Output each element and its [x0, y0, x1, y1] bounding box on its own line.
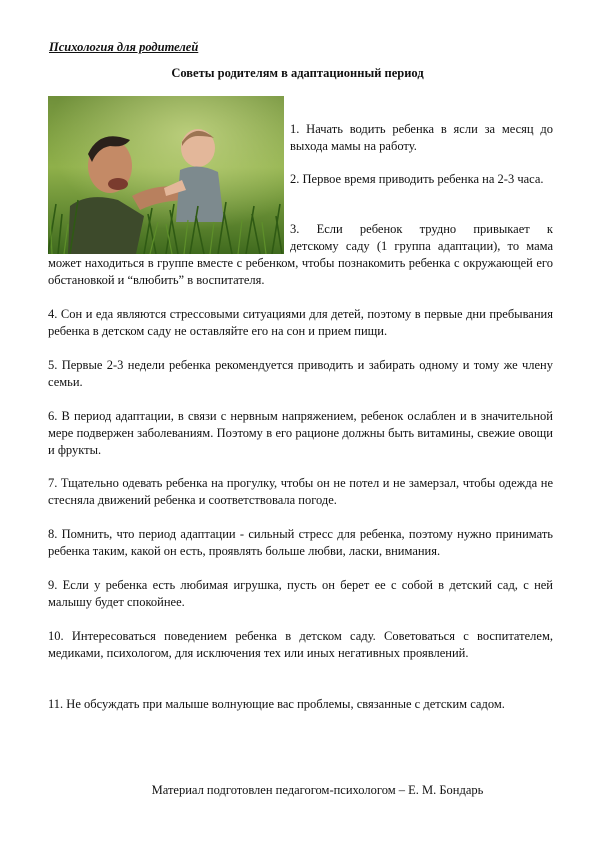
tip-4: 4. Сон и еда являются стрессовыми ситуациями для детей, поэтому в первые дни пребывания ребенка в детском саду не оставляйте его на сон и прием пищи.: [48, 307, 553, 338]
author-credit: Материал подготовлен педагогом-психологом – Е. М. Бондарь: [151, 783, 484, 797]
tip-9: 9. Если у ребенка есть любимая игрушка, пусть он берет ее с собой в детский сад, с ней малышу будет спокойнее.: [48, 578, 553, 609]
tip-3-continued: детскому саду (1 группа адаптации), то мама может находиться в группе вместе с ребенком, чтобы познакомить ребенка с окружающей его обстановкой и “влюбить” в воспитателя.: [48, 239, 553, 287]
father-and-child-photo: [48, 96, 284, 254]
tip-8: 8. Помнить, что период адаптации - сильный стресс для ребенка, поэтому нужно принимать ребенка таким, какой он есть, проявлять больше любви, ласки, внимания.: [48, 527, 553, 558]
tip-7: 7. Тщательно одевать ребенка на прогулку, чтобы он не потел и не замерзал, чтобы одежда не стесняла движений ребенка и соответствовала погоде.: [48, 476, 553, 507]
tip-3-first-line: 3. Если ребенок трудно привыкает к: [290, 222, 553, 236]
tip-6: 6. В период адаптации, в связи с нервным напряжением, ребенок ослаблен и в значительной мере подвержен заболеваниям. Поэтому в его рационе должны быть витамины, свежие овощи и фрукты.: [48, 409, 553, 457]
tip-2: 2. Первое время приводить ребенка на 2-3 часа.: [290, 172, 544, 186]
document-title: Советы родителям в адаптационный период: [171, 66, 424, 80]
tip-1: 1. Начать водить ребенка в ясли за месяц до выхода мамы на работу.: [290, 122, 553, 153]
tip-11: 11. Не обсуждать при малыше волнующие вас проблемы, связанные с детским садом.: [48, 697, 505, 711]
tip-5: 5. Первые 2-3 недели ребенка рекомендуется приводить и забирать одному и тому же члену семьи.: [48, 358, 553, 389]
tip-10: 10. Интересоваться поведением ребенка в детском саду. Советоваться с воспитателем, медиками, психологом, для исключения тех или иных негативных проявлений.: [48, 629, 553, 660]
section-heading: Психология для родителей: [49, 40, 199, 54]
